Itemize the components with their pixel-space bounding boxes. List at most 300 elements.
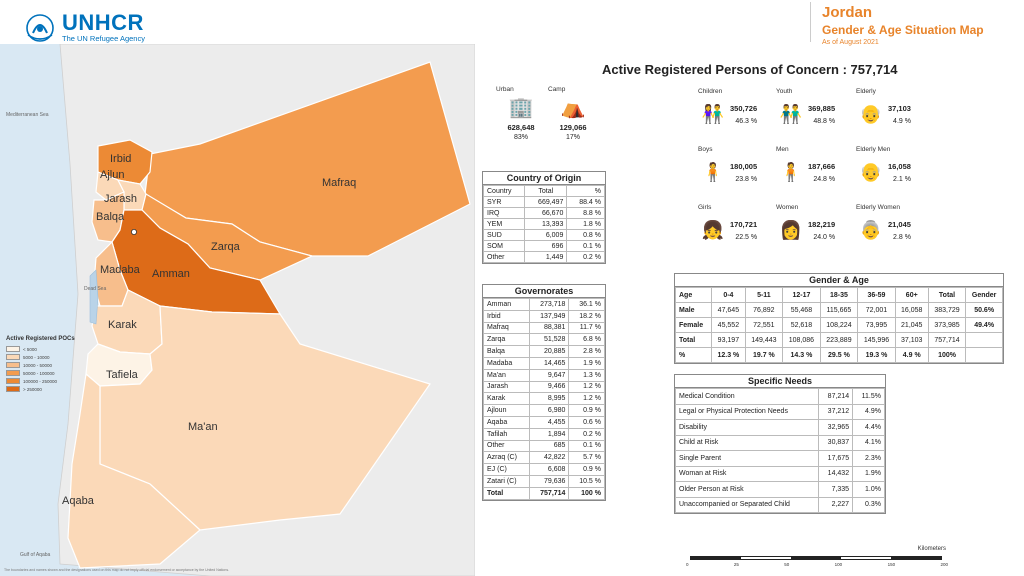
cell-pct: 0.3% xyxy=(853,497,885,513)
dead-sea xyxy=(90,270,98,324)
cell-total: 14,465 xyxy=(529,357,569,369)
age-group-girls xyxy=(698,204,757,241)
setting-label: Urban xyxy=(496,86,514,93)
col-header: 36-59 xyxy=(858,288,896,303)
cell-value xyxy=(966,333,1003,348)
cell-governorate: Azraq (C) xyxy=(484,452,530,464)
label-madaba: Madaba xyxy=(100,264,140,276)
cell-pct: 0.1 % xyxy=(567,241,605,252)
age-label: Boys xyxy=(698,146,713,153)
age-pct: 4.9 % xyxy=(893,117,911,125)
cell-pct: 18.2 % xyxy=(569,310,605,322)
jordan-map[interactable] xyxy=(0,44,475,576)
table-row xyxy=(484,322,605,334)
cell-total: 4,455 xyxy=(529,416,569,428)
cell-pct: 1.8 % xyxy=(567,219,605,230)
scale-tick: 200 xyxy=(940,562,948,567)
table-row xyxy=(676,466,885,482)
cell-need: Unaccompanied or Separated Child xyxy=(676,497,819,513)
scale-tick: 150 xyxy=(887,562,896,567)
age-group-women xyxy=(776,204,835,241)
cell-governorate: Zarqa xyxy=(484,334,530,346)
cell-need: Medical Condition xyxy=(676,389,819,405)
table-row xyxy=(676,497,885,513)
table-row xyxy=(484,299,605,311)
table-row xyxy=(484,208,605,219)
age-value: 182,219 xyxy=(808,219,836,229)
cell-value: 37,103 xyxy=(895,333,928,348)
table-row xyxy=(484,381,605,393)
age-group-elderly xyxy=(856,88,911,125)
age-pct: 2.1 % xyxy=(893,175,911,183)
cell-total: 88,381 xyxy=(529,322,569,334)
cell-value: 19.7 % xyxy=(745,348,783,363)
setting-label: Camp xyxy=(548,86,566,93)
cell-governorate: Total xyxy=(484,487,530,499)
legend-swatch xyxy=(6,378,20,384)
title-block xyxy=(822,4,984,46)
cell-total: 17,675 xyxy=(818,451,852,467)
label-amman: Amman xyxy=(152,268,190,280)
cell-total: 8,995 xyxy=(529,393,569,405)
legend-label: 50000 - 100000 xyxy=(23,370,55,376)
cell-value: 76,892 xyxy=(745,303,783,318)
cell-value: 72,551 xyxy=(745,318,783,333)
cell-total: 685 xyxy=(529,440,569,452)
cell-total: 6,980 xyxy=(529,405,569,417)
age-label: Elderly Women xyxy=(856,204,900,211)
table-row xyxy=(676,318,1003,333)
table-header-row xyxy=(676,288,1003,303)
setting-pct: 17% xyxy=(565,134,580,141)
age-group-youth xyxy=(776,88,835,125)
col-header: Gender xyxy=(966,288,1003,303)
map-title: Gender & Age Situation Map xyxy=(822,23,984,37)
building-icon: 🏢 xyxy=(508,97,534,119)
label-aqaba: Aqaba xyxy=(62,495,94,507)
legend-row xyxy=(6,353,75,361)
age-pct: 46.3 % xyxy=(735,117,758,125)
age-value: 170,721 xyxy=(730,219,758,229)
cell-pct: 2.3% xyxy=(853,451,885,467)
cell-pct: 0.2 % xyxy=(567,252,605,263)
cell-pct: 1.0% xyxy=(853,482,885,498)
table-row xyxy=(676,482,885,498)
cell-value: 19.3 % xyxy=(858,348,896,363)
cell-value: 757,714 xyxy=(928,333,966,348)
cell-value: 93,197 xyxy=(712,333,745,348)
cell-governorate: Mafraq xyxy=(484,322,530,334)
country-of-origin-table xyxy=(482,171,606,264)
country-title: Jordan xyxy=(822,4,873,21)
cell-value: 50.6% xyxy=(966,303,1003,318)
cell-pct: 4.9% xyxy=(853,404,885,420)
cell-value: 73,995 xyxy=(858,318,896,333)
col-header: Total xyxy=(525,186,567,197)
table-row xyxy=(484,230,605,241)
tent-family-icon: ⛺ xyxy=(560,97,586,119)
cell-value: 49.4% xyxy=(966,318,1003,333)
cell-pct: 0.9 % xyxy=(569,405,605,417)
cell-pct: 4.1% xyxy=(853,435,885,451)
table-row xyxy=(676,348,1003,363)
legend-row xyxy=(6,369,75,377)
man-icon: 🧍 xyxy=(779,162,803,182)
cell-need: Older Person at Risk xyxy=(676,482,819,498)
cell-value: 72,001 xyxy=(858,303,896,318)
cell-value: 4.9 % xyxy=(895,348,928,363)
gender-age-table xyxy=(674,273,1004,364)
row-header: % xyxy=(676,348,712,363)
row-header: Male xyxy=(676,303,712,318)
cell-governorate: Balqa xyxy=(484,346,530,358)
poc-total-title: Active Registered Persons of Concern : 757,714 xyxy=(602,62,898,77)
row-header: Total xyxy=(676,333,712,348)
cell-total: 273,718 xyxy=(529,299,569,311)
table-title: Governorates xyxy=(483,285,605,298)
col-header: Total xyxy=(928,288,966,303)
girl-icon: 👧 xyxy=(701,220,725,240)
label-ajlun: Ajlun xyxy=(100,169,125,181)
cell-pct: 10.5 % xyxy=(569,475,605,487)
cell-need: Disability xyxy=(676,420,819,436)
table-row xyxy=(676,333,1003,348)
elderly-woman-icon: 👵 xyxy=(859,220,883,240)
cell-pct: 4.4% xyxy=(853,420,885,436)
table-row xyxy=(484,475,605,487)
label-dead-sea: Dead Sea xyxy=(84,286,107,292)
col-header: % xyxy=(567,186,605,197)
age-label: Children xyxy=(698,88,723,95)
cell-value: 223,889 xyxy=(820,333,858,348)
table-row xyxy=(484,219,605,230)
cell-pct: 11.7 % xyxy=(569,322,605,334)
table-row xyxy=(484,393,605,405)
table-row xyxy=(484,369,605,381)
cell-governorate: Ajloun xyxy=(484,405,530,417)
table-title: Specific Needs xyxy=(675,375,885,388)
org-subtitle: The UN Refugee Agency xyxy=(62,34,145,43)
cell-governorate: Other xyxy=(484,440,530,452)
legend-label: 10000 - 50000 xyxy=(23,362,53,368)
table-row xyxy=(676,389,885,405)
cell-total: 757,714 xyxy=(529,487,569,499)
table-title: Country of Origin xyxy=(483,172,605,185)
legend-label: < 5000 xyxy=(23,346,37,352)
col-header: 0-4 xyxy=(712,288,745,303)
cell-total: 42,822 xyxy=(529,452,569,464)
org-name: UNHCR xyxy=(62,10,144,35)
cell-need: Child at Risk xyxy=(676,435,819,451)
cell-value: 14.3 % xyxy=(783,348,821,363)
age-pct: 24.8 % xyxy=(813,175,836,183)
governorates-table xyxy=(482,284,606,501)
cell-total: 20,885 xyxy=(529,346,569,358)
age-value: 187,666 xyxy=(808,161,836,171)
label-maan: Ma'an xyxy=(188,421,218,433)
cell-pct: 36.1 % xyxy=(569,299,605,311)
setting-urban xyxy=(496,86,546,141)
cell-pct: 8.8 % xyxy=(567,208,605,219)
cell-total: 7,335 xyxy=(818,482,852,498)
cell-total: 9,647 xyxy=(529,369,569,381)
cell-pct: 0.2 % xyxy=(569,428,605,440)
cell-value: 55,468 xyxy=(783,303,821,318)
cell-pct: 1.9% xyxy=(853,466,885,482)
cell-total: 37,212 xyxy=(818,404,852,420)
table-row xyxy=(484,357,605,369)
cell-country: Other xyxy=(484,252,525,263)
cell-pct: 1.2 % xyxy=(569,393,605,405)
table-row xyxy=(484,405,605,417)
age-group-men xyxy=(776,146,835,183)
col-header: Age xyxy=(676,288,712,303)
age-pct: 23.8 % xyxy=(735,175,758,183)
age-value: 16,058 xyxy=(888,161,911,171)
cell-governorate: Jarash xyxy=(484,381,530,393)
cell-value: 12.3 % xyxy=(712,348,745,363)
cell-value xyxy=(966,348,1003,363)
scale-ticks xyxy=(686,562,948,567)
cell-total: 79,636 xyxy=(529,475,569,487)
scale-tick: 50 xyxy=(784,562,790,567)
cell-pct: 1.2 % xyxy=(569,381,605,393)
table-title: Gender & Age xyxy=(675,274,1003,287)
scale-segment xyxy=(841,557,891,559)
age-group-elderly-men xyxy=(856,146,911,183)
age-group-children xyxy=(698,88,757,125)
scale-segment xyxy=(791,557,841,559)
cell-total: 66,670 xyxy=(525,208,567,219)
age-label: Women xyxy=(776,204,799,211)
cell-governorate: Irbid xyxy=(484,310,530,322)
scale-unit: Kilometers xyxy=(917,546,946,552)
cell-pct: 2.8 % xyxy=(569,346,605,358)
map-legend xyxy=(6,336,75,393)
map-disclaimer: The boundaries and names shown and the designations used on this map do not imply official endorsement or acceptance by the United Nations. xyxy=(4,568,230,572)
cell-governorate: Ma'an xyxy=(484,369,530,381)
cell-total: 13,393 xyxy=(525,219,567,230)
age-label: Men xyxy=(776,146,789,153)
table-row xyxy=(484,346,605,358)
cell-pct: 100 % xyxy=(569,487,605,499)
age-value: 21,045 xyxy=(888,219,911,229)
age-label: Girls xyxy=(698,204,712,211)
age-group-elderly-women xyxy=(856,204,911,241)
legend-swatch xyxy=(6,346,20,352)
cell-total: 14,432 xyxy=(818,466,852,482)
col-header: Country xyxy=(484,186,525,197)
cell-value: 108,224 xyxy=(820,318,858,333)
legend-row xyxy=(6,345,75,353)
cell-governorate: Amman xyxy=(484,299,530,311)
scale-bar xyxy=(686,546,948,570)
scale-tick: 0 xyxy=(686,562,689,567)
cell-pct: 11.5% xyxy=(853,389,885,405)
capital-marker xyxy=(131,229,136,234)
legend-swatch xyxy=(6,370,20,376)
table-row xyxy=(676,420,885,436)
cell-value: 52,618 xyxy=(783,318,821,333)
cell-value: 145,996 xyxy=(858,333,896,348)
cell-value: 45,552 xyxy=(712,318,745,333)
map-canvas xyxy=(0,44,475,576)
label-karak: Karak xyxy=(108,319,137,331)
cell-total: 669,497 xyxy=(525,197,567,208)
youth-icon: 👬 xyxy=(779,104,803,124)
age-pct: 22.5 % xyxy=(735,233,758,241)
setting-value: 129,066 xyxy=(559,123,587,132)
woman-icon: 👩 xyxy=(779,220,803,240)
scale-segment xyxy=(891,557,941,559)
cell-governorate: Karak xyxy=(484,393,530,405)
scale-tick: 25 xyxy=(733,562,739,567)
age-value: 37,103 xyxy=(888,103,911,113)
legend-label: 100000 - 250000 xyxy=(23,378,58,384)
scale-tick: 100 xyxy=(834,562,843,567)
table-row xyxy=(676,435,885,451)
col-header: 12-17 xyxy=(783,288,821,303)
cell-pct: 0.1 % xyxy=(569,440,605,452)
table-row xyxy=(484,428,605,440)
cell-country: YEM xyxy=(484,219,525,230)
age-group-boys xyxy=(698,146,757,183)
cell-total: 1,449 xyxy=(525,252,567,263)
cell-pct: 0.8 % xyxy=(567,230,605,241)
legend-label: 5000 - 10000 xyxy=(23,354,50,360)
label-jarash: Jarash xyxy=(104,193,138,205)
table-row xyxy=(676,451,885,467)
legend-label: > 250000 xyxy=(23,386,42,392)
setting-camp xyxy=(548,86,598,141)
cell-governorate: Aqaba xyxy=(484,416,530,428)
cell-value: 373,985 xyxy=(928,318,966,333)
cell-total: 30,837 xyxy=(818,435,852,451)
age-value: 369,885 xyxy=(808,103,836,113)
cell-total: 137,949 xyxy=(529,310,569,322)
cell-governorate: EJ (C) xyxy=(484,464,530,476)
cell-total: 2,227 xyxy=(818,497,852,513)
elderly-man-icon: 👴 xyxy=(859,162,883,182)
label-gulf-of-aqaba: Gulf of Aqaba xyxy=(20,552,51,558)
cell-country: SYR xyxy=(484,197,525,208)
cell-country: IRQ xyxy=(484,208,525,219)
specific-needs-table xyxy=(674,374,886,514)
age-label: Elderly Men xyxy=(856,146,891,153)
scale-segment xyxy=(741,557,791,559)
cell-total: 87,214 xyxy=(818,389,852,405)
cell-pct: 5.7 % xyxy=(569,452,605,464)
table-row xyxy=(676,303,1003,318)
boy-icon: 🧍 xyxy=(701,162,725,182)
table-row xyxy=(484,197,605,208)
cell-pct: 88.4 % xyxy=(567,197,605,208)
cell-total: 9,466 xyxy=(529,381,569,393)
cell-value: 21,045 xyxy=(895,318,928,333)
cell-total: 51,528 xyxy=(529,334,569,346)
col-header: 5-11 xyxy=(745,288,783,303)
age-value: 180,005 xyxy=(730,161,758,171)
age-pct: 24.0 % xyxy=(813,233,836,241)
label-balqa: Balqa xyxy=(96,211,125,223)
age-pct: 48.8 % xyxy=(813,117,836,125)
children-icon: 👫 xyxy=(701,104,725,124)
label-mediterranean-sea: Mediterranean Sea xyxy=(6,112,49,118)
table-header-row xyxy=(484,186,605,197)
col-header: 18-35 xyxy=(820,288,858,303)
setting-value: 628,648 xyxy=(507,123,535,132)
cell-governorate: Zatari (C) xyxy=(484,475,530,487)
unhcr-emblem-icon xyxy=(24,13,56,43)
cell-value: 47,645 xyxy=(712,303,745,318)
age-label: Elderly xyxy=(856,88,876,95)
cell-total: 696 xyxy=(525,241,567,252)
scale-segment xyxy=(691,557,741,559)
legend-swatch xyxy=(6,362,20,368)
age-value: 350,726 xyxy=(730,103,758,113)
cell-total: 1,894 xyxy=(529,428,569,440)
cell-value: 16,058 xyxy=(895,303,928,318)
cell-value: 115,665 xyxy=(820,303,858,318)
age-pct: 2.8 % xyxy=(893,233,911,241)
table-row xyxy=(484,416,605,428)
age-label: Youth xyxy=(776,88,793,95)
label-mafraq: Mafraq xyxy=(322,177,357,189)
cell-country: SUD xyxy=(484,230,525,241)
table-total-row xyxy=(484,487,605,499)
label-zarqa: Zarqa xyxy=(211,241,240,253)
table-row xyxy=(484,440,605,452)
cell-pct: 6.8 % xyxy=(569,334,605,346)
cell-total: 6,009 xyxy=(525,230,567,241)
cell-value: 29.5 % xyxy=(820,348,858,363)
table-row xyxy=(484,241,605,252)
header-divider xyxy=(810,2,811,42)
table-row xyxy=(484,452,605,464)
cell-pct: 0.6 % xyxy=(569,416,605,428)
table-row xyxy=(484,464,605,476)
row-header: Female xyxy=(676,318,712,333)
legend-row xyxy=(6,377,75,385)
table-row xyxy=(484,334,605,346)
as-of-date: As of August 2021 xyxy=(822,39,879,46)
table-row xyxy=(484,252,605,263)
cell-total: 32,965 xyxy=(818,420,852,436)
label-irbid: Irbid xyxy=(110,153,132,165)
scale-bar-graphic xyxy=(690,556,942,560)
legend-row xyxy=(6,361,75,369)
cell-value: 100% xyxy=(928,348,966,363)
cell-need: Legal or Physical Protection Needs xyxy=(676,404,819,420)
elderly-icon: 👴 xyxy=(859,104,883,124)
legend-row xyxy=(6,385,75,393)
cell-total: 6,608 xyxy=(529,464,569,476)
col-header: 60+ xyxy=(895,288,928,303)
cell-need: Woman at Risk xyxy=(676,466,819,482)
cell-value: 108,086 xyxy=(783,333,821,348)
cell-pct: 1.9 % xyxy=(569,357,605,369)
cell-country: SOM xyxy=(484,241,525,252)
legend-title: Active Registered POCs xyxy=(6,336,75,342)
cell-value: 383,729 xyxy=(928,303,966,318)
legend-swatch xyxy=(6,354,20,360)
setting-pct: 83% xyxy=(513,134,528,141)
cell-governorate: Madaba xyxy=(484,357,530,369)
cell-pct: 1.3 % xyxy=(569,369,605,381)
cell-need: Single Parent xyxy=(676,451,819,467)
unhcr-logo xyxy=(24,12,145,43)
cell-pct: 0.9 % xyxy=(569,464,605,476)
